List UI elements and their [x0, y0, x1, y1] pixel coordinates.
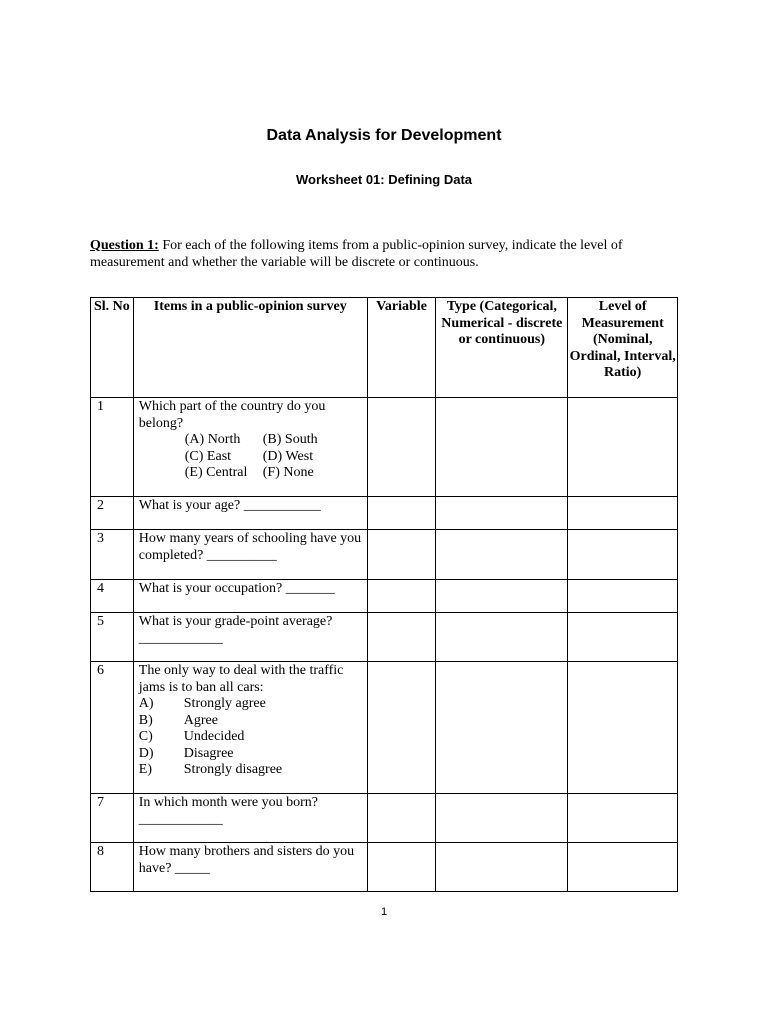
option-letter: A) [138, 696, 154, 711]
level-answer-cell[interactable] [568, 497, 678, 530]
option-label: Disagree [183, 745, 234, 761]
option [139, 696, 363, 713]
type-answer-cell[interactable] [436, 580, 568, 613]
variable-answer-cell[interactable] [367, 843, 435, 892]
table-row [91, 580, 678, 613]
row-number: 8 [91, 843, 134, 892]
row-number: 1 [91, 398, 134, 497]
type-answer-cell[interactable] [436, 398, 568, 497]
option-label: Undecided [183, 729, 245, 744]
table-row [91, 530, 678, 580]
document-title: Data Analysis for Development [266, 127, 502, 144]
item-text: What is your occupation? _______ [133, 580, 367, 613]
type-answer-cell[interactable] [436, 613, 568, 662]
option: (C) East [184, 448, 232, 464]
option: (A) North [184, 432, 241, 447]
header-variable: Variable [367, 298, 435, 398]
option: (D) West [262, 448, 314, 464]
level-answer-cell[interactable] [568, 843, 678, 892]
variable-answer-cell[interactable] [367, 662, 435, 794]
row-number: 6 [91, 662, 134, 794]
option-label: Strongly disagree [183, 762, 283, 777]
variable-answer-cell[interactable] [367, 497, 435, 530]
header-row [91, 298, 678, 398]
option-label: Agree [183, 712, 218, 728]
item-text: How many years of schooling have you completed? __________ [133, 530, 367, 580]
option [139, 729, 363, 746]
variable-answer-cell[interactable] [367, 580, 435, 613]
row-number: 5 [91, 613, 134, 662]
type-answer-cell[interactable] [436, 794, 568, 843]
level-answer-cell[interactable] [568, 662, 678, 794]
type-answer-cell[interactable] [436, 662, 568, 794]
type-answer-cell[interactable] [436, 530, 568, 580]
item-text: In which month were you born? ____________ [133, 794, 367, 843]
type-answer-cell[interactable] [436, 497, 568, 530]
table-row [91, 843, 678, 892]
variable-answer-cell[interactable] [367, 530, 435, 580]
level-answer-cell[interactable] [568, 580, 678, 613]
table-row [91, 794, 678, 843]
variable-answer-cell[interactable] [367, 398, 435, 497]
header-sl-no: Sl. No [91, 298, 134, 398]
page-number: 1 [380, 906, 388, 918]
option: (E) Central [184, 465, 248, 480]
option-letter: E) [138, 762, 152, 777]
options-grid [185, 432, 363, 482]
option [139, 746, 363, 763]
table-row [91, 613, 678, 662]
table-row [91, 662, 678, 794]
item-text: Which part of the country do you belong? [138, 399, 326, 431]
table-row [91, 497, 678, 530]
header-level: Level of Measurement (Nominal, Ordinal, Interval, Ratio) [568, 298, 678, 398]
row-number: 7 [91, 794, 134, 843]
table-row [91, 398, 678, 497]
level-answer-cell[interactable] [568, 794, 678, 843]
item-text: What is your grade-point average? ____________ [133, 613, 367, 662]
worksheet-subtitle: Worksheet 01: Defining Data [295, 172, 473, 187]
variable-answer-cell[interactable] [367, 794, 435, 843]
item-text: What is your age? ___________ [133, 497, 367, 530]
row-number: 4 [91, 580, 134, 613]
type-answer-cell[interactable] [436, 843, 568, 892]
question-text: For each of the following items from a public-opinion survey, indicate the level of measurement and whether the variable will be discrete or continuous. [90, 238, 623, 270]
row-number: 2 [91, 497, 134, 530]
level-answer-cell[interactable] [568, 530, 678, 580]
option-letter: D) [138, 745, 154, 761]
option: (F) None [262, 465, 314, 480]
level-answer-cell[interactable] [568, 613, 678, 662]
header-items: Items in a public-opinion survey [133, 298, 367, 398]
item-text: How many brothers and sisters do you have? _____ [133, 843, 367, 892]
option: (B) South [262, 432, 318, 447]
item-cell [133, 662, 367, 794]
option-letter: C) [138, 729, 153, 744]
options-list [139, 696, 363, 779]
item-text: The only way to deal with the traffic jams is to ban all cars: [138, 663, 344, 695]
header-type: Type (Categorical, Numerical - discrete or continuous) [436, 298, 568, 398]
variable-answer-cell[interactable] [367, 613, 435, 662]
level-answer-cell[interactable] [568, 398, 678, 497]
item-cell [133, 398, 367, 497]
option [139, 713, 363, 730]
option [139, 762, 363, 779]
row-number: 3 [91, 530, 134, 580]
question-label: Question 1: [90, 238, 159, 253]
survey-table [90, 297, 678, 892]
option-letter: B) [138, 712, 153, 728]
option-label: Strongly agree [183, 696, 266, 711]
question-1 [90, 237, 680, 271]
